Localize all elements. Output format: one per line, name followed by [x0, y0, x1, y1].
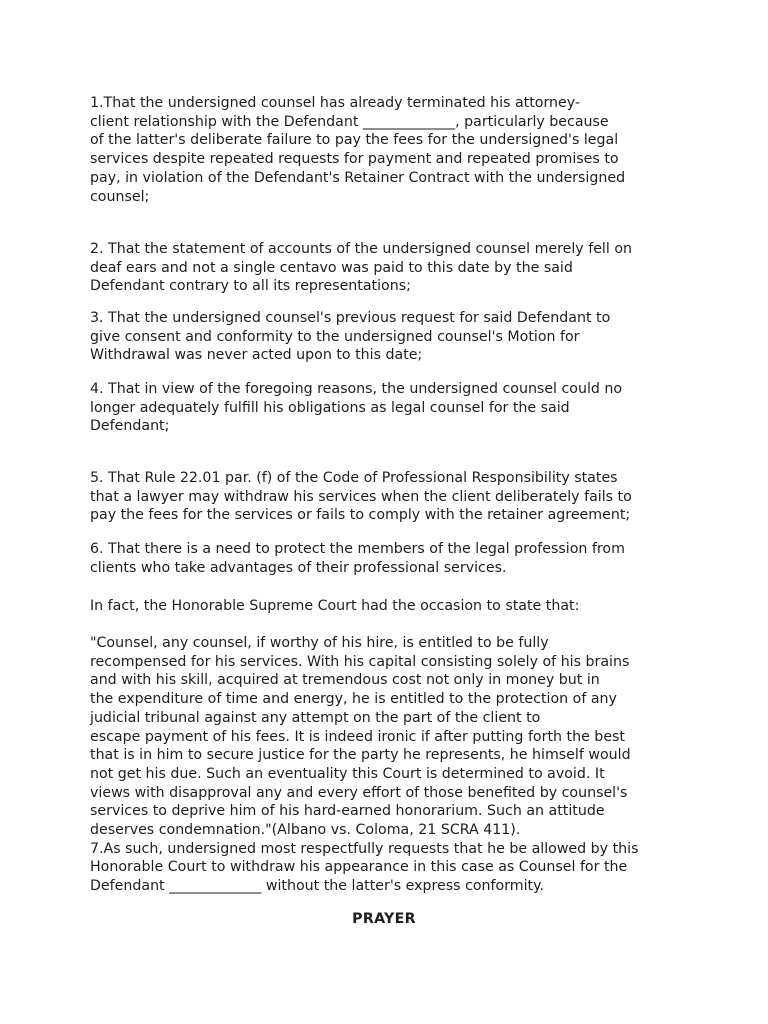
paragraph-5: 5. That Rule 22.01 par. (f) of the Code of Professional Responsibility states that a lawyer may withdraw his services when the client deliberately fails to pay the fees for the services or fails to comply with the retainer agreement;: [90, 470, 632, 524]
paragraph-3: 3. That the undersigned counsel's previous request for said Defendant to give consent and conformity to the undersigned counsel's Motion for Withdrawal was never acted upon to this date;: [90, 310, 611, 364]
paragraph-1: 1.That the undersigned counsel has already terminated his attorney- client relationship with the Defendant _____________, particularly because of the latter's deliberate failure to pay the fees for the undersigned's legal services despite repeated requests for payment and repeated promises to pay, in violation of the Defendant's Retainer Contract with the undersigned counsel;: [90, 95, 626, 205]
paragraph-2: 2. That the statement of accounts of the undersigned counsel merely fell on deaf ears and not a single centavo was paid to this date by the said Defendant contrary to all its representations;: [90, 241, 632, 295]
paragraph-6: 6. That there is a need to protect the members of the legal profession from clients who take advantages of their professional services.: [90, 541, 625, 576]
paragraph-4: 4. That in view of the foregoing reasons, the undersigned counsel could no longer adequately fulfill his obligations as legal counsel for the said Defendant;: [90, 381, 623, 435]
paragraph-intro: In fact, the Honorable Supreme Court had the occasion to state that:: [90, 598, 580, 614]
prayer-heading: PRAYER: [352, 911, 416, 927]
quote-and-paragraph-7: "Counsel, any counsel, if worthy of his hire, is entitled to be fully recompensed for his services. With his capital consisting solely of his brains and with his skill, acquired at tremendous cost not only in money but in the expenditure of time and energy, he is entitled to the protection of any judicial tribunal against any attempt on the part of the client to escape payment of his fees. It is indeed ironic if after putting forth the best that is in him to secure justice for the party he represents, he himself would not get his due. Such an eventuality this Court is determined to avoid. It views with disapproval any and every effort of those benefited by counsel's services to deprive him of his hard-earned honorarium. Such an attitude deserves condemnation."(Albano vs. Coloma, 21 SCRA 411). 7.As such, undersigned most respectfully requests that he be allowed by this Honorable Court to withdraw his appearance in this case as Counsel for the Defendant _____________ without the latter's express conformity.: [90, 635, 639, 895]
